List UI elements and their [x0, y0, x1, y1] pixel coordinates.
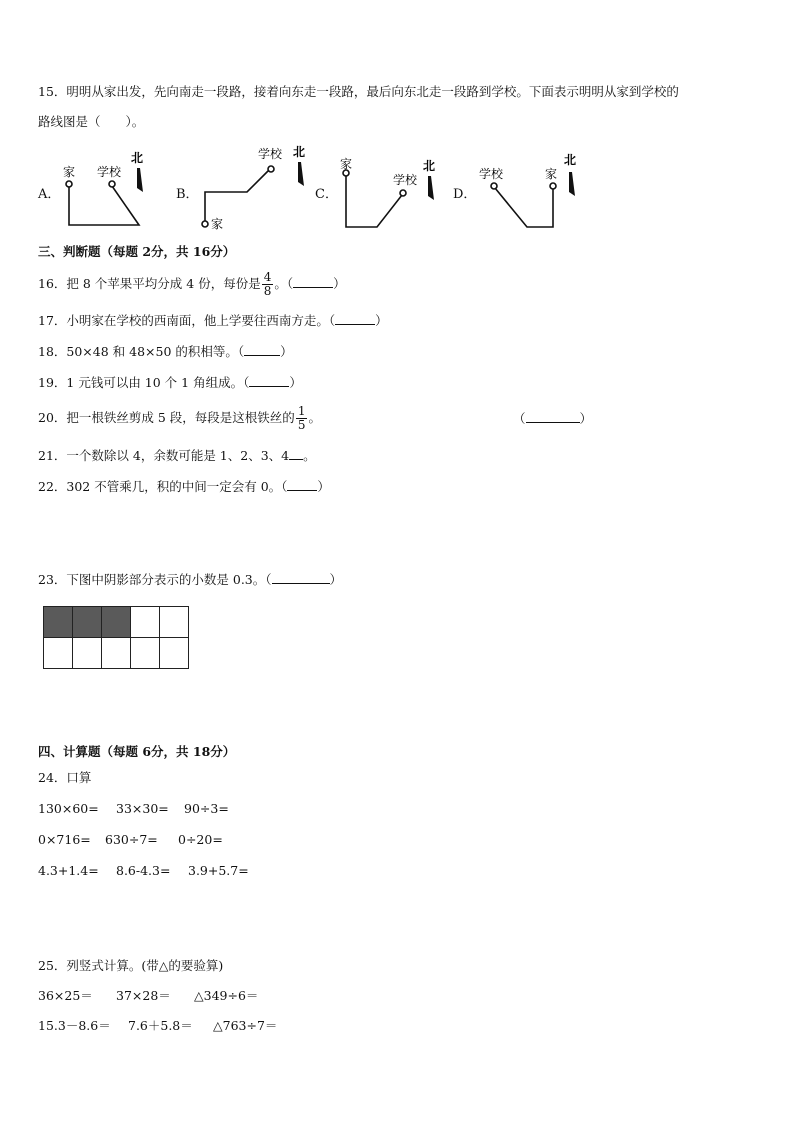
q16: 16．把 8 个苹果平均分成 4 份，每份是 $\frac{4}{8}$ 。（ ）: [38, 270, 346, 298]
q17-answer-blank[interactable]: [335, 312, 375, 325]
q25-item: 15.3－8.6＝: [38, 1018, 111, 1033]
q24-item: 8.6-4.3=: [116, 863, 171, 878]
route-b-school: 学校: [258, 147, 283, 161]
route-c-home: 家: [340, 157, 353, 171]
q21: 21．一个数除以 4，余数可能是 1、2、3、4 。: [38, 448, 316, 463]
north-arrow-icon: [428, 176, 434, 200]
q24-title: 24．口算: [38, 770, 92, 785]
q24-row: [38, 800, 229, 818]
north-arrow-icon: [569, 172, 575, 196]
route-a-home: 家: [63, 165, 76, 179]
north-arrow-icon: [137, 168, 143, 192]
route-c-north: 北: [423, 159, 436, 173]
grid-cell: [160, 638, 189, 669]
q16-answer-blank[interactable]: [293, 275, 333, 288]
q23: 23．下图中阴影部分表示的小数是 0.3。（ ）: [38, 572, 343, 587]
q18: 18．50×48 和 48×50 的积相等。（ ）: [38, 344, 293, 359]
grid-cell: [44, 638, 73, 669]
route-b-north: 北: [293, 145, 306, 159]
north-arrow-icon: [298, 162, 304, 186]
q25-item: 37×28＝: [116, 988, 171, 1003]
route-b-home: 家: [211, 217, 224, 231]
q22-answer-blank[interactable]: [287, 478, 317, 491]
shaded-grid: [43, 606, 189, 669]
grid-cell: [160, 607, 189, 638]
q15-line2: 路线图是（ ）。: [38, 114, 145, 129]
q24-item: 3.9+5.7=: [188, 863, 249, 878]
q24-row: [38, 831, 223, 849]
q23-answer-blank[interactable]: [272, 571, 330, 584]
q17-text: 17．小明家在学校的西南面，他上学要往西南方走。（: [38, 313, 336, 328]
route-a: [66, 181, 139, 225]
q23-text: 23．下图中阴影部分表示的小数是 0.3。（: [38, 572, 272, 587]
q16-fraction: $\frac{4}{8}$: [263, 270, 272, 298]
grid-cell-shaded: [44, 607, 73, 638]
q19-answer-blank[interactable]: [249, 374, 289, 387]
q18-answer-blank[interactable]: [244, 343, 280, 356]
q24-item: 130×60=: [38, 801, 99, 816]
grid-cell: [131, 638, 160, 669]
q25-item: △763÷7＝: [213, 1018, 278, 1033]
q24-row: [38, 862, 249, 880]
q25-title: 25．列竖式计算。(带△的要验算): [38, 958, 224, 973]
q20-text: 20．把一根铁丝剪成 5 段，每段是这根铁丝的: [38, 410, 295, 425]
grid-cell-shaded: [102, 607, 131, 638]
route-a-north: 北: [131, 151, 144, 165]
q25-row: [38, 1017, 277, 1035]
route-d-north: 北: [564, 153, 577, 167]
route-diagrams: [0, 140, 793, 240]
q21-text: 21．一个数除以 4，余数可能是 1、2、3、4: [38, 448, 290, 463]
route-d-home: 家: [545, 167, 558, 181]
q19-text: 19．1 元钱可以由 10 个 1 角组成。（: [38, 375, 250, 390]
grid-cell: [102, 638, 131, 669]
grid-row: [44, 607, 189, 638]
option-a-label[interactable]: A．: [38, 187, 61, 202]
q22-text: 22．302 不管乘几，积的中间一定会有 0。（: [38, 479, 288, 494]
q16-text: 16．把 8 个苹果平均分成 4 份，每份是: [38, 276, 261, 291]
route-d: [491, 183, 556, 227]
q24-item: 630÷7=: [105, 832, 158, 847]
section4-title: 四、计算题（每题 6分，共 18分）: [38, 744, 236, 759]
q25-row: [38, 987, 258, 1005]
q20: 20．把一根铁丝剪成 5 段，每段是这根铁丝的 $\frac{1}{5}$ 。: [38, 404, 321, 432]
route-a-school: 学校: [97, 165, 122, 179]
option-c-label[interactable]: C．: [315, 187, 338, 202]
q24-item: 90÷3=: [184, 801, 229, 816]
option-d-label[interactable]: D．: [453, 187, 477, 202]
q20-answer-blank[interactable]: [526, 410, 580, 423]
q25-item: 36×25＝: [38, 988, 93, 1003]
q24-item: 0÷20=: [178, 832, 223, 847]
option-b-label[interactable]: B．: [176, 187, 199, 202]
q24-item: 4.3+1.4=: [38, 863, 99, 878]
q24-item: 33×30=: [116, 801, 169, 816]
q21-answer-blank[interactable]: [289, 447, 303, 460]
route-d-school: 学校: [479, 167, 504, 181]
q24-item: 0×716=: [38, 832, 91, 847]
section3-title: 三、判断题（每题 2分，共 16分）: [38, 244, 236, 259]
grid-cell-shaded: [73, 607, 102, 638]
q25-item: 7.6＋5.8＝: [128, 1018, 193, 1033]
q19: 19．1 元钱可以由 10 个 1 角组成。（ ）: [38, 375, 302, 390]
q20-answer: （ ）: [513, 411, 593, 426]
q18-text: 18．50×48 和 48×50 的积相等。（: [38, 344, 245, 359]
grid-cell: [131, 607, 160, 638]
q17: 17．小明家在学校的西南面，他上学要往西南方走。（ ）: [38, 313, 388, 328]
q15-line1: 15．明明从家出发，先向南走一段路，接着向东走一段路，最后向东北走一段路到学校。下面表示明明从家到学校的: [38, 84, 679, 99]
grid-row: [44, 638, 189, 669]
q20-fraction: $\frac{1}{5}$: [297, 404, 306, 432]
q22: 22．302 不管乘几，积的中间一定会有 0。（ ）: [38, 479, 330, 494]
grid-cell: [73, 638, 102, 669]
q25-item: △349÷6＝: [194, 988, 259, 1003]
route-c-school: 学校: [393, 173, 418, 187]
